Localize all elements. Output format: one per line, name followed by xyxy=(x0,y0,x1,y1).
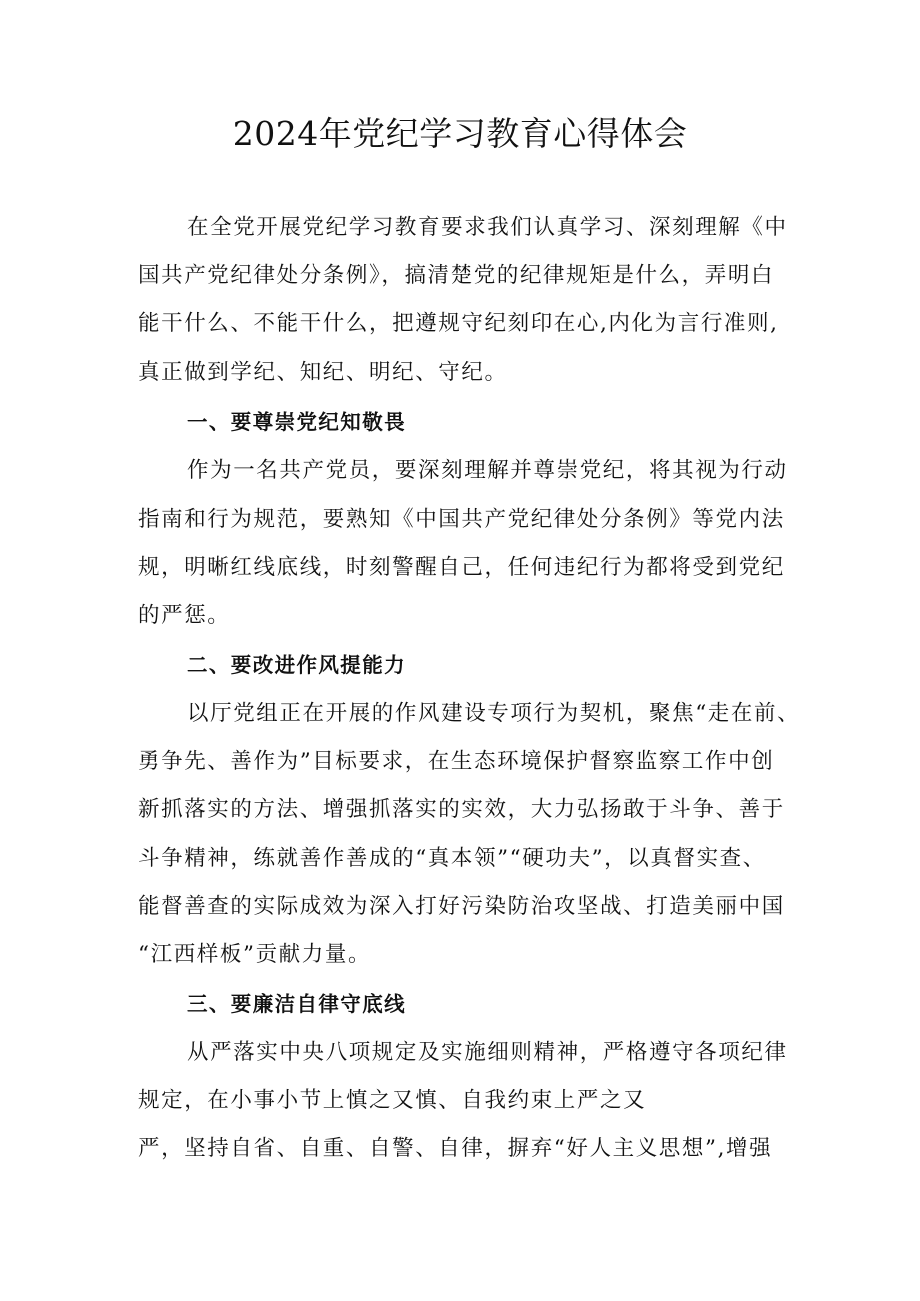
section-2-line-6: “江西样板”贡献力量。 xyxy=(138,942,372,967)
intro-line-4: 真正做到学纪、知纪、明纪、守纪。 xyxy=(138,360,508,385)
section-2-line-1: 以厅党组正在开展的作风建设专项行为契机，聚焦“走在前、 xyxy=(187,701,801,726)
intro-line-2: 国共产党纪律处分条例》，搞清楚党的纪律规矩是什么，弄明白 xyxy=(138,263,775,288)
section-1-line-4: 的严惩。 xyxy=(138,603,231,628)
section-1-line-2: 指南和行为规范，要熟知《中国共产党纪律处分条例》等党内法 xyxy=(138,507,785,532)
section-2-line-4: 斗争精神，练就善作善成的“真本领”“硬功夫”，以真督实查、 xyxy=(138,846,766,871)
section-3-line-1: 从严落实中央八项规定及实施细则精神，严格遵守各项纪律 xyxy=(187,1040,788,1065)
section-1-line-3: 规，明晰红线底线，时刻警醒自己，任何违纪行为都将受到党纪 xyxy=(138,555,785,580)
section-3-line-3: 严，坚持自省、自重、自警、自律，摒弃“好人主义思想”,增强 xyxy=(138,1136,773,1161)
section-2-line-3: 新抓落实的方法、增强抓落实的实效，大力弘扬敢于斗争、善于 xyxy=(138,797,785,822)
section-2-heading: 二、要改进作风提能力 xyxy=(187,653,406,677)
section-3-heading: 三、要廉洁自律守底线 xyxy=(187,992,406,1016)
intro-line-3: 能干什么、不能干什么，把遵规守纪刻印在心,内化为言行准则, xyxy=(138,311,779,336)
section-2-line-5: 能督善查的实际成效为深入打好污染防治攻坚战、打造美丽中国 xyxy=(138,894,785,919)
section-1-heading: 一、要尊崇党纪知敬畏 xyxy=(187,410,406,434)
section-3-line-2: 规定，在小事小节上慎之又慎、自我约束上严之又 xyxy=(138,1088,647,1113)
intro-line-1: 在全党开展党纪学习教育要求我们认真学习、深刻理解《中 xyxy=(187,215,788,240)
document-title: 2024年党纪学习教育心得体会 xyxy=(232,114,688,153)
section-1-line-1: 作为一名共产党员，要深刻理解并尊崇党纪，将其视为行动 xyxy=(187,458,788,483)
section-2-line-2: 勇争先、善作为”目标要求，在生态环境保护督察监察工作中创 xyxy=(138,749,775,774)
